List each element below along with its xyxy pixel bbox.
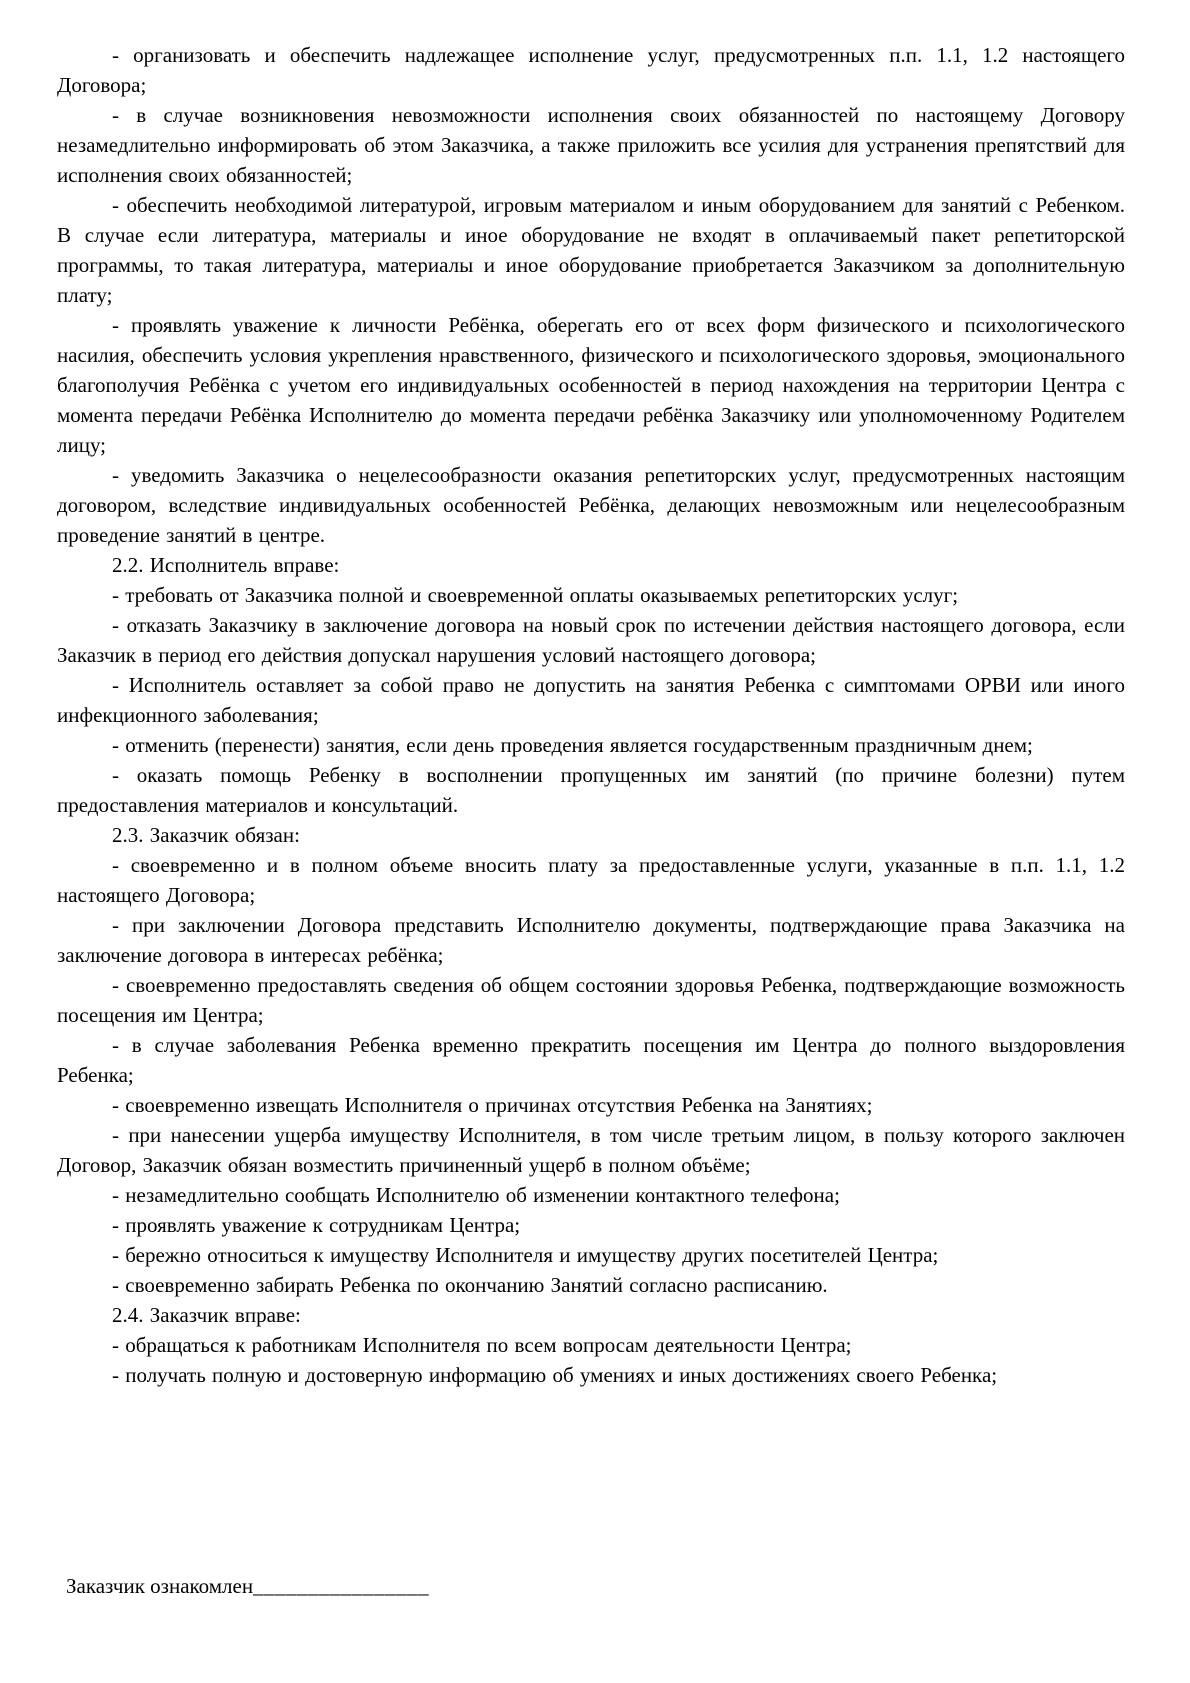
contract-paragraph: - проявлять уважение к личности Ребёнка, оберегать его от всех форм физического и психологического насилия, обеспечить условия укрепления нравственного, физического и психологического здоровья, эмоционального благополучия Ребёнка с учетом его индивидуальных особенностей в период нахождения на территории Центра с момента передачи Ребёнка Исполнителю до момента передачи ребёнка Заказчику или уполномоченному Родителем лицу;	[57, 313, 1125, 457]
contract-paragraph: - проявлять уважение к сотрудникам Центра;	[112, 1213, 521, 1237]
contract-paragraph: - Исполнитель оставляет за собой право не допустить на занятия Ребенка с симптомами ОРВИ или иного инфекционного заболевания;	[57, 673, 1125, 727]
contract-paragraph: - обращаться к работникам Исполнителя по всем вопросам деятельности Центра;	[112, 1333, 852, 1357]
contract-paragraph: 2.2. Исполнитель вправе:	[112, 553, 340, 577]
contract-paragraph: - при заключении Договора представить Исполнителю документы, подтверждающие права Заказчика на заключение договора в интересах ребёнка;	[57, 913, 1125, 967]
contract-paragraph: - своевременно извещать Исполнителя о причинах отсутствия Ребенка на Занятиях;	[112, 1093, 873, 1117]
contract-paragraph: - отменить (перенести) занятия, если день проведения является государственным праздничным днем;	[112, 733, 1033, 757]
contract-paragraph: - своевременно предоставлять сведения об общем состоянии здоровья Ребенка, подтверждающие возможность посещения им Центра;	[57, 973, 1125, 1027]
contract-paragraph: - отказать Заказчику в заключение договора на новый срок по истечении действия настоящего договора, если Заказчик в период его действия допускал нарушения условий настоящего договора;	[57, 613, 1125, 667]
contract-paragraph: - требовать от Заказчика полной и своевременной оплаты оказываемых репетиторских услуг;	[112, 583, 959, 607]
contract-paragraph: - при нанесении ущерба имуществу Исполнителя, в том числе третьим лицом, в пользу которого заключен Договор, Заказчик обязан возместить причиненный ущерб в полном объёме;	[57, 1123, 1125, 1177]
signature-block	[66, 1572, 429, 1600]
contract-body	[57, 40, 1125, 1390]
contract-paragraph: - незамедлительно сообщать Исполнителю об изменении контактного телефона;	[112, 1183, 840, 1207]
signature-label: Заказчик ознакомлен	[66, 1574, 254, 1598]
contract-paragraph: 2.4. Заказчик вправе:	[112, 1303, 301, 1327]
contract-paragraph: - бережно относиться к имуществу Исполнителя и имуществу других посетителей Центра;	[112, 1243, 939, 1267]
contract-paragraph: - оказать помощь Ребенку в восполнении пропущенных им занятий (по причине болезни) путем предоставления материалов и консультаций.	[57, 763, 1125, 817]
signature-line: ________________	[253, 1574, 430, 1598]
contract-paragraph: - своевременно и в полном объеме вносить плату за предоставленные услуги, указанные в п.п. 1.1, 1.2 настоящего Договора;	[57, 853, 1125, 907]
contract-paragraph: - уведомить Заказчика о нецелесообразности оказания репетиторских услуг, предусмотренных настоящим договором, вследствие индивидуальных особенностей Ребёнка, делающих невозможным или нецелесообразным проведение занятий в центре.	[57, 463, 1125, 547]
contract-paragraph: - организовать и обеспечить надлежащее исполнение услуг, предусмотренных п.п. 1.1, 1.2 настоящего Договора;	[57, 43, 1125, 97]
contract-paragraph: 2.3. Заказчик обязан:	[112, 823, 300, 847]
contract-paragraph: - обеспечить необходимой литературой, игровым материалом и иным оборудованием для занятий с Ребенком. В случае если литература, материалы и иное оборудование не входят в оплачиваемый пакет репетиторской программы, то такая литература, материалы и иное оборудование приобретается Заказчиком за дополнительную плату;	[57, 193, 1125, 307]
contract-paragraph: - в случае возникновения невозможности исполнения своих обязанностей по настоящему Договору незамедлительно информировать об этом Заказчика, а также приложить все усилия для устранения препятствий для исполнения своих обязанностей;	[57, 103, 1125, 187]
contract-paragraph: - в случае заболевания Ребенка временно прекратить посещения им Центра до полного выздоровления Ребенка;	[57, 1033, 1125, 1087]
contract-paragraph: - получать полную и достоверную информацию об умениях и иных достижениях своего Ребенка;	[112, 1363, 998, 1387]
contract-paragraph: - своевременно забирать Ребенка по окончанию Занятий согласно расписанию.	[112, 1273, 828, 1297]
